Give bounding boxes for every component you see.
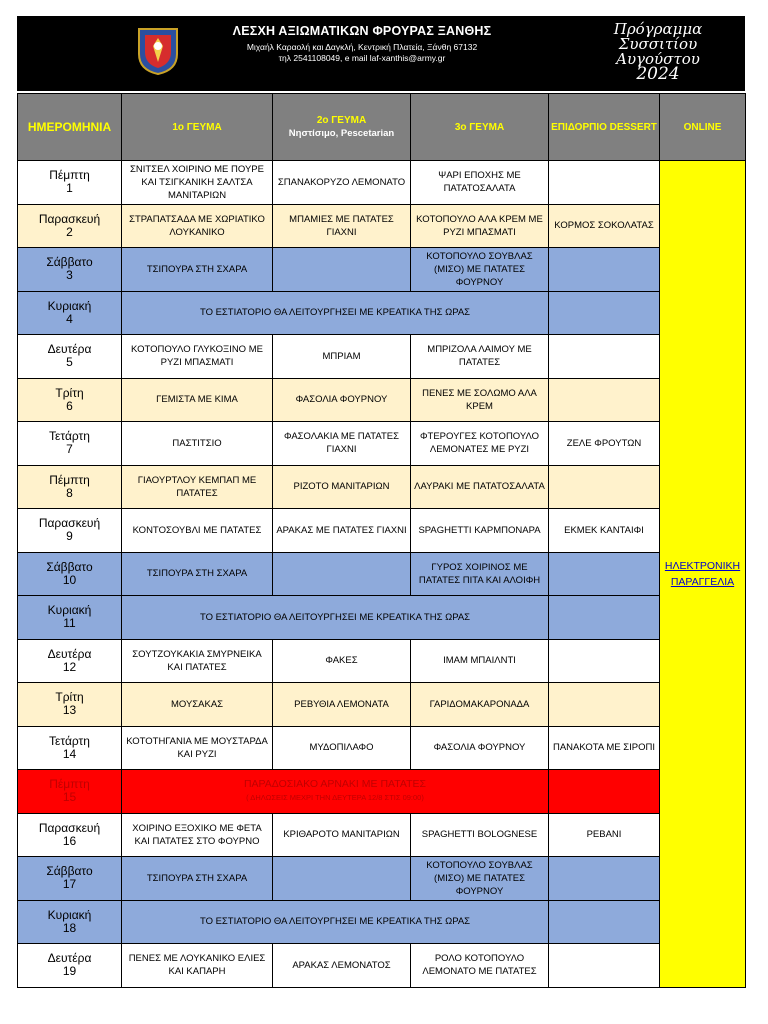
day-number: 3 [66, 268, 73, 283]
menu-row [18, 509, 746, 553]
menu-row [18, 248, 746, 292]
column-header-online: ONLINE [660, 94, 746, 161]
menu-body [18, 161, 746, 988]
dessert-cell [549, 291, 660, 335]
column-header-meal1: 1ο ΓΕΥΜΑ [122, 94, 273, 161]
menu-row [18, 596, 746, 640]
day-cell [18, 509, 122, 553]
meal3-cell: ΨΑΡΙ ΕΠΟΧΗΣ ΜΕ ΠΑΤΑΤΟΣΑΛΑΤΑ [411, 161, 549, 205]
day-cell [18, 639, 122, 683]
menu-row [18, 161, 746, 205]
day-name: Σάββατο [46, 864, 93, 879]
meal3-cell: SPAGHETTI ΚΑΡΜΠΟΝΑΡΑ [411, 509, 549, 553]
full-day-cell [122, 770, 549, 814]
day-name: Κυριακή [47, 603, 92, 618]
day-cell [18, 378, 122, 422]
day-number: 9 [66, 529, 73, 544]
program-title-line2: Συσσιτίου Αυγούστου [616, 35, 700, 68]
program-year: 2024 [636, 64, 680, 84]
menu-row [18, 813, 746, 857]
dessert-cell [549, 552, 660, 596]
meal1-cell: ΚΟΤΟΤΗΓΑΝΙΑ ΜΕ ΜΟΥΣΤΑΡΔΑ ΚΑΙ ΡΥΖΙ [122, 726, 273, 770]
online-order-link-line2: ΠΑΡΑΓΓΕΛΙΑ [670, 575, 735, 588]
day-number: 6 [66, 398, 73, 413]
meal2-cell [273, 857, 411, 901]
day-name: Σάββατο [46, 559, 93, 574]
full-day-cell: ΤΟ ΕΣΤΙΑΤΟΡΙΟ ΘΑ ΛΕΙΤΟΥΡΓΗΣΕΙ ΜΕ ΚΡΕΑΤΙΚΑ ΤΗΣ ΩΡΑΣ [122, 900, 549, 944]
menu-row [18, 857, 746, 901]
day-name: Δευτέρα [47, 951, 92, 966]
meal2-cell: ΦΑΚΕΣ [273, 639, 411, 683]
day-cell [18, 335, 122, 379]
club-address: Μιχαήλ Καραολή και Δαγκλή, Κεντρική Πλατεία, Ξάνθη 67132 [246, 42, 478, 52]
menu-row [18, 204, 746, 248]
day-number: 16 [62, 833, 77, 848]
day-name: Παρασκευή [38, 820, 101, 835]
meal1-cell: ΚΟΤΟΠΟΥΛΟ ΓΛΥΚΟΞΙΝΟ ΜΕ ΡΥΖΙ ΜΠΑΣΜΑΤΙ [122, 335, 273, 379]
meal1-cell: ΤΣΙΠΟΥΡΑ ΣΤΗ ΣΧΑΡΑ [122, 248, 273, 292]
day-number: 15 [62, 790, 77, 805]
program-title [583, 22, 733, 82]
meal1-cell: ΣΝΙΤΣΕΛ ΧΟΙΡΙΝΟ ΜΕ ΠΟΥΡΕ ΚΑΙ ΤΣΙΓΚΑΝΙΚΗ ΣΑΛΤΣΑ ΜΑΝΙΤΑΡΙΩΝ [122, 161, 273, 205]
day-number: 5 [66, 355, 73, 370]
meal3-cell: ΠΕΝΕΣ ΜΕ ΣΟΛΩΜΟ ΑΛΑ ΚΡΕΜ [411, 378, 549, 422]
dessert-cell: ΠΑΝΑΚΟΤΑ ΜΕ ΣΙΡΟΠΙ [549, 726, 660, 770]
day-name: Πέμπτη [49, 777, 90, 792]
day-cell [18, 900, 122, 944]
day-name: Πέμπτη [49, 472, 90, 487]
meal3-cell: ΙΜΑΜ ΜΠΑΙΛΝΤΙ [411, 639, 549, 683]
meal3-cell: ΛΑΥΡΑΚΙ ΜΕ ΠΑΤΑΤΟΣΑΛΑΤΑ [411, 465, 549, 509]
day-number: 12 [62, 659, 77, 674]
menu-row [18, 552, 746, 596]
menu-row [18, 335, 746, 379]
day-number: 1 [66, 181, 73, 196]
menu-row [18, 422, 746, 466]
day-number: 18 [62, 920, 77, 935]
day-cell [18, 813, 122, 857]
column-header-meal3: 3ο ΓΕΥΜΑ [411, 94, 549, 161]
day-cell [18, 465, 122, 509]
day-number: 8 [66, 485, 73, 500]
army-shield-logo [135, 26, 181, 76]
meal3-cell: ΦΤΕΡΟΥΓΕΣ ΚΟΤΟΠΟΥΛΟ ΛΕΜΟΝΑΤΕΣ ΜΕ ΡΥΖΙ [411, 422, 549, 466]
dessert-cell: ΚΟΡΜΟΣ ΣΟΚΟΛΑΤΑΣ [549, 204, 660, 248]
day-number: 11 [63, 616, 76, 631]
meal2-cell: ΦΑΣΟΛΑΚΙΑ ΜΕ ΠΑΤΑΤΕΣ ΓΙΑΧΝΙ [273, 422, 411, 466]
day-name: Παρασκευή [38, 516, 101, 531]
day-cell [18, 726, 122, 770]
menu-row [18, 944, 746, 988]
dessert-cell [549, 770, 660, 814]
day-cell [18, 552, 122, 596]
online-cell [660, 161, 746, 988]
day-cell [18, 204, 122, 248]
special-meal: ΠΑΡΑΔΟΣΙΑΚΟ ΑΡΝΑΚΙ ΜΕ ΠΑΤΑΤΕΣ [243, 778, 427, 791]
column-header-meal2-title: 2ο ΓΕΥΜΑ [316, 115, 367, 126]
day-cell [18, 248, 122, 292]
meal1-cell: ΧΟΙΡΙΝΟ ΕΞΟΧΙΚΟ ΜΕ ΦΕΤΑ ΚΑΙ ΠΑΤΑΤΕΣ ΣΤΟ ΦΟΥΡΝΟ [122, 813, 273, 857]
meal2-cell: ΡΕΒΥΘΙΑ ΛΕΜΟΝΑΤΑ [273, 683, 411, 727]
meal3-cell: ΓΑΡΙΔΟΜΑΚΑΡΟΝΑΔΑ [411, 683, 549, 727]
club-name: ΛΕΣΧΗ ΑΞΙΩΜΑΤΙΚΩΝ ΦΡΟΥΡΑΣ ΞΑΝΘΗΣ [232, 24, 492, 38]
club-contact: τηλ 2541108049, e mail laf-xanthis@army.gr [278, 53, 446, 63]
meal2-cell: ΜΠΑΜΙΕΣ ΜΕ ΠΑΤΑΤΕΣ ΓΙΑΧΝΙ [273, 204, 411, 248]
dessert-cell [549, 335, 660, 379]
dessert-cell [549, 161, 660, 205]
meal2-cell: ΑΡΑΚΑΣ ΜΕ ΠΑΤΑΤΕΣ ΓΙΑΧΝΙ [273, 509, 411, 553]
dessert-cell: ΡΕΒΑΝΙ [549, 813, 660, 857]
meal2-cell: ΦΑΣΟΛΙΑ ΦΟΥΡΝΟΥ [273, 378, 411, 422]
meal2-cell: ΚΡΙΘΑΡΟΤΟ ΜΑΝΙΤΑΡΙΩΝ [273, 813, 411, 857]
dessert-cell [549, 900, 660, 944]
column-header-day: ΗΜΕΡΟΜΗΝΙΑ [18, 94, 122, 161]
day-number: 2 [66, 224, 73, 239]
day-name: Δευτέρα [47, 342, 92, 357]
day-cell [18, 770, 122, 814]
meal3-cell: ΜΠΡΙΖΟΛΑ ΛΑΙΜΟΥ ΜΕ ΠΑΤΑΤΕΣ [411, 335, 549, 379]
day-number: 17 [62, 877, 77, 892]
meal3-cell: ΚΟΤΟΠΟΥΛΟ ΑΛΑ ΚΡΕΜ ΜΕ ΡΥΖΙ ΜΠΑΣΜΑΤΙ [411, 204, 549, 248]
column-header-meal2 [273, 94, 411, 161]
menu-row [18, 726, 746, 770]
meal2-cell: ΡΙΖΟΤΟ ΜΑΝΙΤΑΡΙΩΝ [273, 465, 411, 509]
dessert-cell [549, 857, 660, 901]
menu-row [18, 900, 746, 944]
day-name: Κυριακή [47, 298, 92, 313]
full-day-cell: ΤΟ ΕΣΤΙΑΤΟΡΙΟ ΘΑ ΛΕΙΤΟΥΡΓΗΣΕΙ ΜΕ ΚΡΕΑΤΙΚΑ ΤΗΣ ΩΡΑΣ [122, 291, 549, 335]
dessert-cell: ΕΚΜΕΚ ΚΑΝΤΑΙΦΙ [549, 509, 660, 553]
meal2-cell: ΣΠΑΝΑΚΟΡΥΖΟ ΛΕΜΟΝΑΤΟ [273, 161, 411, 205]
meal1-cell: ΜΟΥΣΑΚΑΣ [122, 683, 273, 727]
dessert-cell: ΖΕΛΕ ΦΡΟΥΤΩΝ [549, 422, 660, 466]
day-name: Κυριακή [47, 907, 92, 922]
day-cell [18, 422, 122, 466]
meal1-cell: ΣΟΥΤΖΟΥΚΑΚΙΑ ΣΜΥΡΝΕΙΚΑ ΚΑΙ ΠΑΤΑΤΕΣ [122, 639, 273, 683]
meal1-cell: ΤΣΙΠΟΥΡΑ ΣΤΗ ΣΧΑΡΑ [122, 857, 273, 901]
dessert-cell [549, 465, 660, 509]
day-name: Πέμπτη [49, 168, 90, 183]
meal1-cell: ΣΤΡΑΠΑΤΣΑΔΑ ΜΕ ΧΩΡΙΑΤΙΚΟ ΛΟΥΚΑΝΙΚΟ [122, 204, 273, 248]
meal3-cell: ΓΥΡΟΣ ΧΟΙΡΙΝΟΣ ΜΕ ΠΑΤΑΤΕΣ ΠΙΤΑ ΚΑΙ ΑΛΟΙΦΗ [411, 552, 549, 596]
meal1-cell: ΤΣΙΠΟΥΡΑ ΣΤΗ ΣΧΑΡΑ [122, 552, 273, 596]
menu-table [17, 93, 746, 988]
day-name: Δευτέρα [47, 646, 92, 661]
dessert-cell [549, 639, 660, 683]
day-name: Τρίτη [55, 385, 84, 400]
meal1-cell: ΓΙΑΟΥΡΤΛΟΥ ΚΕΜΠΑΠ ΜΕ ΠΑΤΑΤΕΣ [122, 465, 273, 509]
meal1-cell: ΠΕΝΕΣ ΜΕ ΛΟΥΚΑΝΙΚΟ ΕΛΙΕΣ ΚΑΙ ΚΑΠΑΡΗ [122, 944, 273, 988]
day-cell [18, 683, 122, 727]
dessert-cell [549, 248, 660, 292]
meal2-cell [273, 552, 411, 596]
menu-row [18, 683, 746, 727]
dessert-cell [549, 378, 660, 422]
meal2-cell: ΑΡΑΚΑΣ ΛΕΜΟΝΑΤΟΣ [273, 944, 411, 988]
meal3-cell: ΡΟΛΟ ΚΟΤΟΠΟΥΛΟ ΛΕΜΟΝΑΤΟ ΜΕ ΠΑΤΑΤΕΣ [411, 944, 549, 988]
meal3-cell: SPAGHETTI BOLOGNESE [411, 813, 549, 857]
column-header-dessert: ΕΠΙΔΟΡΠΙΟ DESSERT [549, 94, 660, 161]
menu-row [18, 291, 746, 335]
menu-row [18, 770, 746, 814]
day-number: 4 [66, 311, 73, 326]
program-title-line1: Πρόγραμμα [613, 20, 703, 38]
meal2-cell: ΜΥΔΟΠΙΛΑΦΟ [273, 726, 411, 770]
day-number: 19 [62, 964, 77, 979]
day-cell [18, 944, 122, 988]
meal1-cell: ΚΟΝΤΟΣΟΥΒΛΙ ΜΕ ΠΑΤΑΤΕΣ [122, 509, 273, 553]
meal1-cell: ΓΕΜΙΣΤΑ ΜΕ ΚΙΜΑ [122, 378, 273, 422]
meal1-cell: ΠΑΣΤΙΤΣΙΟ [122, 422, 273, 466]
day-cell [18, 291, 122, 335]
day-name: Σάββατο [46, 255, 93, 270]
day-cell [18, 161, 122, 205]
special-meal-note: ( ΔΗΛΩΣΕΙΣ ΜΕΧΡΙ ΤΗΝ ΔΕΥΤΕΡΑ 12/8 ΣΤΙΣ 09:00) [246, 793, 424, 803]
meal2-cell: ΜΠΡΙΑΜ [273, 335, 411, 379]
menu-row [18, 639, 746, 683]
column-header-meal2-subtitle: Νηστίσιμο, Pescetarian [288, 128, 395, 139]
full-day-cell: ΤΟ ΕΣΤΙΑΤΟΡΙΟ ΘΑ ΛΕΙΤΟΥΡΓΗΣΕΙ ΜΕ ΚΡΕΑΤΙΚΑ ΤΗΣ ΩΡΑΣ [122, 596, 549, 640]
day-cell [18, 596, 122, 640]
menu-row [18, 465, 746, 509]
meal2-cell [273, 248, 411, 292]
day-number: 13 [62, 703, 77, 718]
day-name: Τετάρτη [49, 429, 90, 444]
day-name: Τρίτη [55, 690, 84, 705]
day-number: 10 [62, 572, 77, 587]
day-number: 14 [62, 746, 77, 761]
day-number: 7 [66, 442, 73, 457]
online-order-link-line1: ΗΛΕΚΤΡΟΝΙΚΗ [664, 559, 741, 572]
menu-row [18, 378, 746, 422]
online-order-link[interactable] [665, 560, 740, 588]
dessert-cell [549, 944, 660, 988]
dessert-cell [549, 596, 660, 640]
dessert-cell [549, 683, 660, 727]
page-header [17, 16, 745, 91]
meal3-cell: ΚΟΤΟΠΟΥΛΟ ΣΟΥΒΛΑΣ (ΜΙΣΟ) ΜΕ ΠΑΤΑΤΕΣ ΦΟΥΡΝΟΥ [411, 857, 549, 901]
day-name: Παρασκευή [38, 211, 101, 226]
meal3-cell: ΚΟΤΟΠΟΥΛΟ ΣΟΥΒΛΑΣ (ΜΙΣΟ) ΜΕ ΠΑΤΑΤΕΣ ΦΟΥΡΝΟΥ [411, 248, 549, 292]
day-cell [18, 857, 122, 901]
meal3-cell: ΦΑΣΟΛΙΑ ΦΟΥΡΝΟΥ [411, 726, 549, 770]
day-name: Τετάρτη [49, 733, 90, 748]
